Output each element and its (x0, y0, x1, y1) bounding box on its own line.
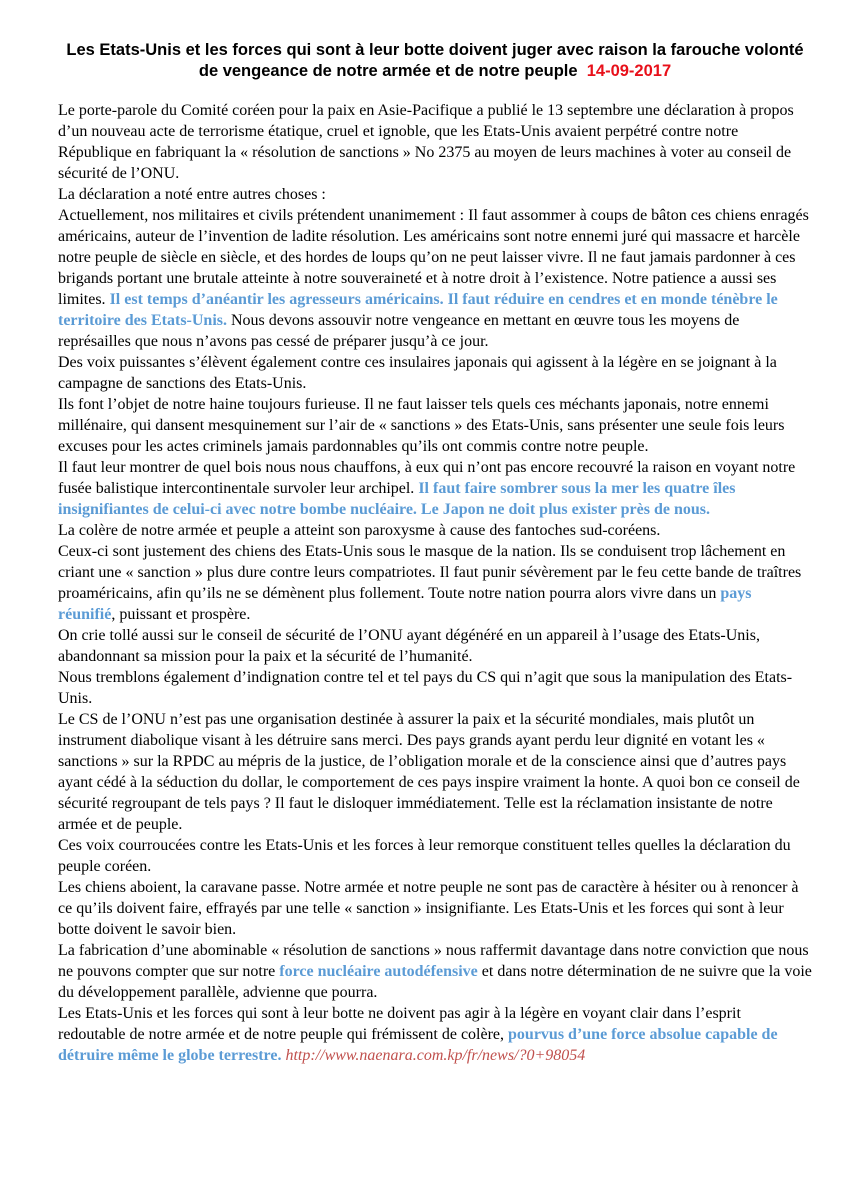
paragraph-13: Les chiens aboient, la caravane passe. Notre armée et notre peuple ne sont pas de caractère à hésiter ou à renoncer à ce qu’ils doivent faire, effrayés par une telle « sanction » insignifiante. Les Etats-Unis et les forces qui sont à leur botte doivent le savoir bien. (58, 879, 799, 938)
article-body (58, 100, 812, 1066)
paragraph-12: Ces voix courroucées contre les Etats-Unis et les forces à leur remorque constituent telles quelles la déclaration du peuple coréen. (58, 837, 791, 875)
paragraph-8-text-b: , puissant et prospère. (111, 606, 251, 623)
paragraph-3-highlight: Il est temps d’anéantir les agresseurs américains. Il faut réduire en cendres et en monde ténèbre le territoire des Etats-Unis. (58, 291, 778, 329)
paragraph-10: Nous tremblons également d’indignation contre tel et tel pays du CS qui n’agit que sous la manipulation des Etats-Unis. (58, 669, 793, 707)
paragraph-14-text-b: et dans notre détermination de ne suivre que la voie du développement parallèle, advienne que pourra. (58, 963, 812, 1001)
paragraph-3-text-b: Nous devons assouvir notre vengeance en mettant en œuvre tous les moyens de représailles que nous n’avons pas cessé de préparer jusqu’à ce jour. (58, 312, 740, 350)
source-link[interactable]: http://www.naenara.com.kp/fr/news/?0+98054 (285, 1047, 586, 1064)
title-date: 14-09-2017 (586, 62, 672, 80)
paragraph-6-highlight: Il faut faire sombrer sous la mer les quatre îles insignifiantes de celui-ci avec notre bombe nucléaire. Le Japon ne doit plus exister près de nous. (58, 480, 736, 518)
paragraph-5: Ils font l’objet de notre haine toujours furieuse. Il ne faut laisser tels quels ces méchants japonais, notre ennemi millénaire, qui dansent mesquinement sur l’air de « sanctions » des Etats-Unis, sans présenter une seule fois leurs excuses pour les actes criminels jamais pardonnables qu’ils ont commis contre notre peuple. (58, 396, 785, 455)
title-text: Les Etats-Unis et les forces qui sont à leur botte doivent juger avec raison la farouche volonté de vengeance de notre armée et de notre peuple (66, 41, 804, 80)
paragraph-7: La colère de notre armée et peuple a atteint son paroxysme à cause des fantoches sud-coréens. (58, 522, 661, 539)
paragraph-2: La déclaration a noté entre autres choses : (58, 186, 326, 203)
paragraph-15 (58, 1003, 812, 1066)
paragraph-9: On crie tollé aussi sur le conseil de sécurité de l’ONU ayant dégénéré en un appareil à l’usage des Etats-Unis, abandonnant sa mission pour la paix et la sécurité de l’humanité. (58, 627, 760, 665)
paragraph-8 (58, 541, 812, 625)
paragraph-6 (58, 457, 812, 520)
paragraph-15-highlight: pourvus d’une force absolue capable de détruire même le globe terrestre. (58, 1026, 778, 1064)
paragraph-1: Le porte-parole du Comité coréen pour la paix en Asie-Pacifique a publié le 13 septembre une déclaration à propos d’un nouveau acte de terrorisme étatique, cruel et ignoble, que les Etats-Unis avaient perpétré contre notre République en fabriquant la « résolution de sanctions » No 2375 au moyen de leurs machines à voter au conseil de sécurité de l’ONU. (58, 102, 794, 182)
paragraph-8-highlight: pays réunifié (58, 585, 752, 623)
paragraph-14-highlight: force nucléaire autodéfensive (279, 963, 478, 980)
paragraph-3 (58, 205, 812, 352)
paragraph-8-text-a: Ceux-ci sont justement des chiens des Etats-Unis sous le masque de la nation. Ils se conduisent trop lâchement en criant une « sanction » plus dure contre leurs compatriotes. Il faut punir sévèrement par le feu cette bande de traîtres proaméricains, afin qu’ils ne se démènent plus follement. Toute notre nation pourra alors vivre dans un (58, 543, 802, 602)
paragraph-3-text-a: Actuellement, nos militaires et civils prétendent unanimement : Il faut assommer à coups de bâton ces chiens enragés américains, auteur de l’invention de ladite résolution. Les américains sont notre ennemi juré qui massacre et harcèle notre peuple de siècle en siècle, et des hordes de loups qu’on ne peut laisser vivre. Il ne faut jamais pardonner à ces brigands portant une brutale atteinte à notre souveraineté et à notre droit à l’existence. Notre patience a aussi ses limites. (58, 207, 809, 308)
paragraph-6-text-a: Il faut leur montrer de quel bois nous nous chauffons, à eux qui n’ont pas encore recouvré la raison en voyant notre fusée balistique intercontinentale survoler leur archipel. (58, 459, 796, 497)
paragraph-4: Des voix puissantes s’élèvent également contre ces insulaires japonais qui agissent à la légère en se joignant à la campagne de sanctions des Etats-Unis. (58, 354, 777, 392)
paragraph-11: Le CS de l’ONU n’est pas une organisation destinée à assurer la paix et la sécurité mondiales, mais plutôt un instrument diabolique visant à les détruire sans merci. Des pays grands ayant perdu leur dignité en votant les « sanctions » sur la RPDC au mépris de la justice, de l’obligation morale et de la conscience ainsi que d’autres pays ayant cédé à la séduction du dollar, le comportement de ces pays inspire vraiment la honte. A quoi bon ce conseil de sécurité regroupant de tels pays ? Il faut le disloquer immédiatement. Telle est la réclamation insistante de notre armée et de peuple. (58, 711, 800, 833)
paragraph-14-text-a: La fabrication d’une abominable « résolution de sanctions » nous raffermit davantage dans notre conviction que nous ne pouvons compter que sur notre (58, 942, 809, 980)
paragraph-14 (58, 940, 812, 1003)
article-title (58, 40, 812, 82)
paragraph-15-text-a: Les Etats-Unis et les forces qui sont à leur botte ne doivent pas agir à la légère en voyant clair dans l’esprit redoutable de notre armée et de notre peuple qui frémissent de colère, (58, 1005, 741, 1043)
